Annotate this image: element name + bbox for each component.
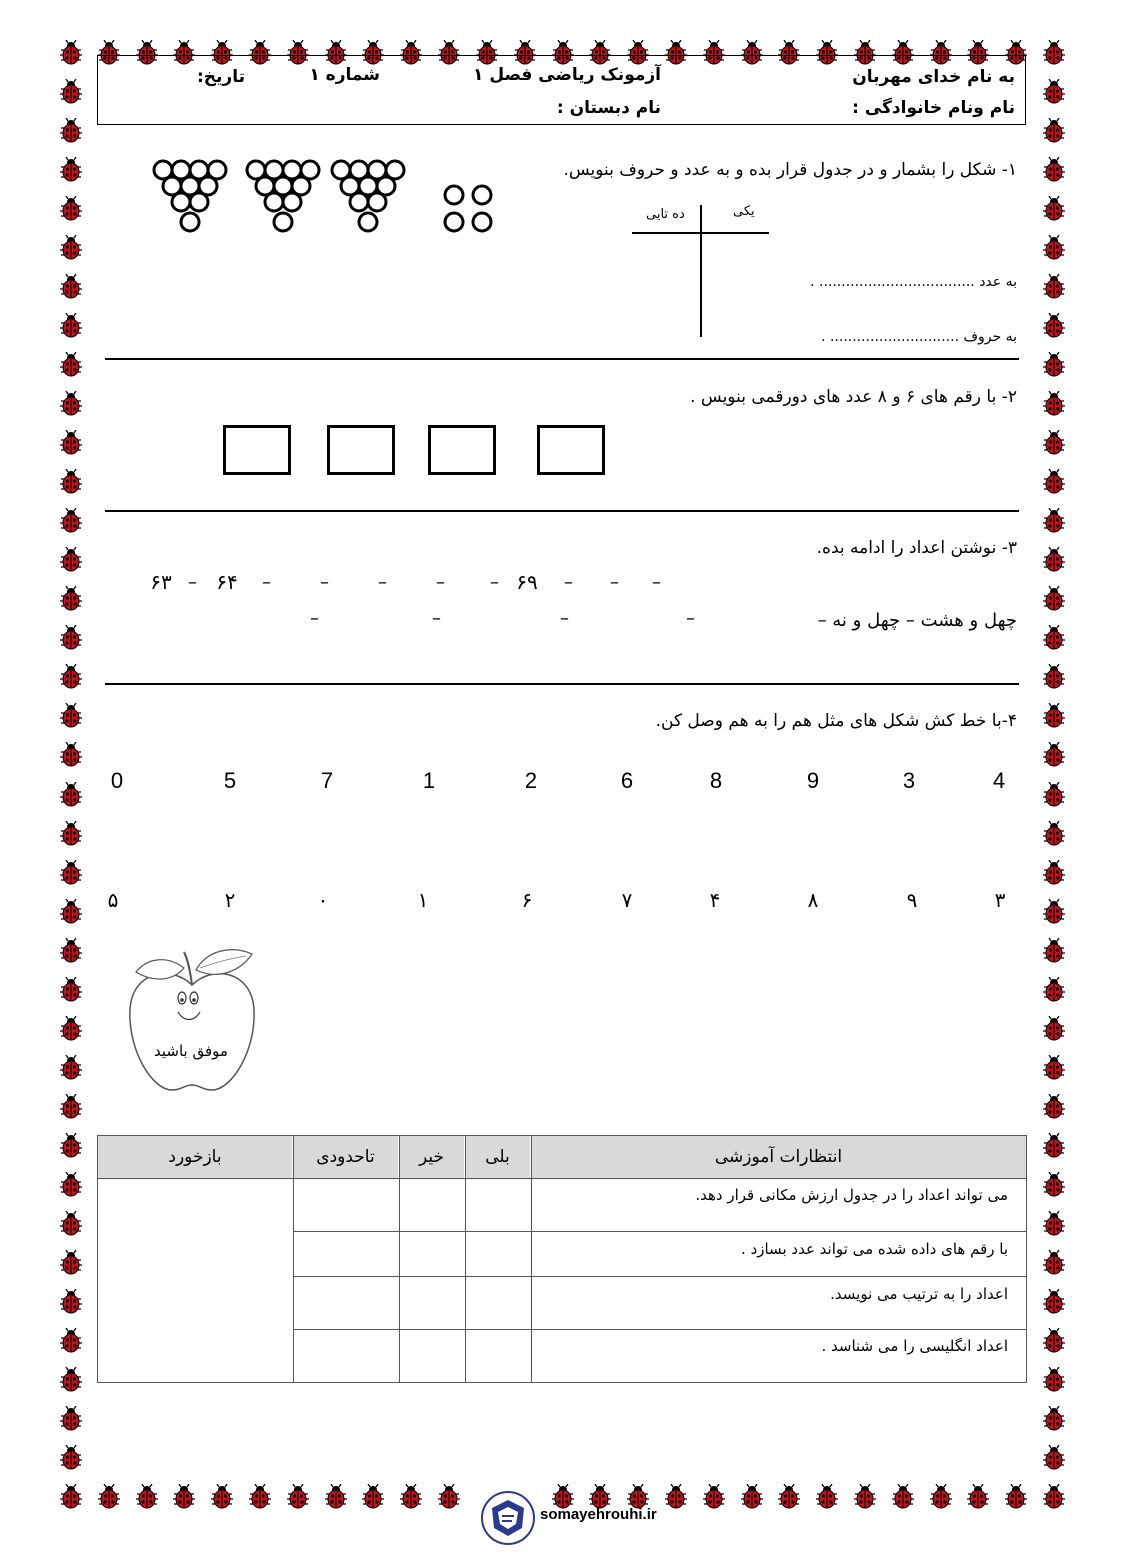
ladybug-icon xyxy=(1041,821,1067,847)
ladybug-icon xyxy=(814,1484,840,1510)
by-letters-line: به حروف ............................. . xyxy=(821,329,1017,345)
ladybug-icon xyxy=(58,664,84,690)
ladybug-icon xyxy=(285,1484,311,1510)
ladybug-icon xyxy=(1041,899,1067,925)
ladybug-icon xyxy=(1041,313,1067,339)
ladybug-icon xyxy=(58,352,84,378)
ladybug-icon xyxy=(58,1250,84,1276)
ladybug-icon xyxy=(1041,79,1067,105)
counting-circle xyxy=(190,193,208,211)
sequence-number: ۶۴ xyxy=(216,570,238,594)
ladybug-icon xyxy=(1041,782,1067,808)
ladybug-icon xyxy=(58,1133,84,1159)
ladybug-icon xyxy=(247,1484,273,1510)
counting-circle xyxy=(181,213,199,231)
ladybug-icon xyxy=(58,79,84,105)
ladybug-icon xyxy=(58,391,84,417)
ladybug-icon xyxy=(58,157,84,183)
good-luck-text: موفق باشید xyxy=(154,1042,228,1060)
ladybug-icon xyxy=(58,118,84,144)
ladybug-icon xyxy=(398,1484,424,1510)
dash: – xyxy=(262,572,271,593)
persian-digit: ۴ xyxy=(709,888,721,912)
ladybug-icon xyxy=(171,1484,197,1510)
ladybug-icon xyxy=(58,1055,84,1081)
answer-box-4[interactable] xyxy=(537,425,605,475)
ladybug-icon xyxy=(58,1445,84,1471)
ladybug-icon xyxy=(58,821,84,847)
ladybug-icon xyxy=(58,547,84,573)
ladybug-icon xyxy=(1003,1484,1029,1510)
ladybug-icon xyxy=(1041,235,1067,261)
counting-circle xyxy=(359,213,377,231)
ladybug-icon xyxy=(58,196,84,222)
ladybug-icon xyxy=(1041,938,1067,964)
ladybug-icon xyxy=(58,274,84,300)
ladybug-icon xyxy=(1041,1328,1067,1354)
ladybug-icon xyxy=(58,1211,84,1237)
ladybug-icon xyxy=(1041,860,1067,886)
ladybug-icon xyxy=(852,1484,878,1510)
ladybug-icon xyxy=(436,1484,462,1510)
english-digit: 8 xyxy=(709,768,723,793)
ladybug-icon xyxy=(965,1484,991,1510)
table-line xyxy=(531,1136,532,1382)
ladybug-icon xyxy=(58,860,84,886)
dash: – xyxy=(652,572,661,593)
ladybug-icon xyxy=(1041,1172,1067,1198)
persian-digit: ۸ xyxy=(807,888,819,912)
ladybug-icon xyxy=(1041,352,1067,378)
ladybug-icon xyxy=(1041,1133,1067,1159)
ladybug-icon xyxy=(58,1328,84,1354)
english-digit: 1 xyxy=(422,768,436,793)
table-line xyxy=(399,1136,400,1382)
english-digit: 5 xyxy=(223,768,237,793)
dash: – xyxy=(188,572,197,593)
dash: – xyxy=(610,572,619,593)
ladybug-icon xyxy=(58,430,84,456)
ladybug-icon xyxy=(58,899,84,925)
ladybug-icon xyxy=(323,1484,349,1510)
ladybug-icon xyxy=(1041,977,1067,1003)
persian-digit: ۳ xyxy=(994,888,1006,912)
ladybug-icon xyxy=(1041,1211,1067,1237)
persian-digit: ۲ xyxy=(224,888,236,912)
greeting: به نام خدای مهربان xyxy=(852,67,1015,87)
ladybug-icon xyxy=(1041,157,1067,183)
dash: – xyxy=(686,608,695,629)
ladybug-icon xyxy=(1041,742,1067,768)
table-line xyxy=(465,1136,466,1382)
ladybug-icon xyxy=(890,1484,916,1510)
sequence-number: ۶۹ xyxy=(516,570,538,594)
ladybug-icon xyxy=(1041,274,1067,300)
dash: – xyxy=(436,572,445,593)
ladybug-icon xyxy=(58,313,84,339)
ladybug-icon xyxy=(1041,547,1067,573)
ladybug-icon xyxy=(1041,40,1067,66)
ladybug-icon xyxy=(1041,1055,1067,1081)
counting-circle xyxy=(350,193,368,211)
ladybug-icon xyxy=(58,742,84,768)
circle-groups xyxy=(140,150,510,250)
ladybug-icon xyxy=(1041,1289,1067,1315)
ladybug-icon xyxy=(58,508,84,534)
ladybug-icon xyxy=(1041,586,1067,612)
ladybug-icon xyxy=(1041,1367,1067,1393)
ladybug-icon xyxy=(1041,508,1067,534)
student-name-label: نام ونام خانوادگی : xyxy=(852,98,1015,118)
dash: – xyxy=(320,572,329,593)
answer-box-3[interactable] xyxy=(428,425,496,475)
single-circles xyxy=(445,186,491,231)
dash: – xyxy=(432,608,441,629)
english-digit: 4 xyxy=(992,768,1006,793)
english-digit: 7 xyxy=(320,768,334,793)
place-value-vline xyxy=(700,205,702,337)
counting-circle xyxy=(172,193,190,211)
ladybug-icon xyxy=(1041,1016,1067,1042)
question-4: ۴-با خط کش شکل های مثل هم را به هم وصل کن. xyxy=(655,711,1017,731)
ladybug-icon xyxy=(1041,703,1067,729)
ladybug-icon xyxy=(1041,625,1067,651)
apple-illustration xyxy=(122,940,262,1100)
persian-digit: ۱ xyxy=(417,888,429,912)
ladybug-icon xyxy=(1041,391,1067,417)
english-digit: 9 xyxy=(806,768,820,793)
ladybug-icon xyxy=(1041,430,1067,456)
counting-circle xyxy=(368,193,386,211)
counting-circle xyxy=(274,213,292,231)
sequence-number: ۶۳ xyxy=(150,570,172,594)
question-2: ۲- با رقم های ۶ و ۸ عدد های دورقمی بنویس . xyxy=(690,387,1017,407)
ladybug-icon xyxy=(58,1406,84,1432)
by-number-line: به عدد ................................... . xyxy=(810,274,1017,290)
date-label: تاریخ: xyxy=(197,67,245,87)
english-digit: 3 xyxy=(902,768,916,793)
ladybug-icon xyxy=(739,1484,765,1510)
divider-1 xyxy=(105,358,1019,360)
objective-row-2: با رقم های داده شده می تواند عدد بسازد . xyxy=(741,1240,1008,1258)
table-line xyxy=(293,1231,1026,1232)
ladybug-icon xyxy=(1041,1406,1067,1432)
dash: – xyxy=(490,572,499,593)
header-no: خیر xyxy=(399,1136,464,1178)
ladybug-icon xyxy=(58,1094,84,1120)
objective-row-4: اعداد انگلیسی را می شناسد . xyxy=(821,1337,1008,1355)
header-objectives: انتظارات آموزشی xyxy=(531,1136,1026,1178)
ladybug-icon xyxy=(701,1484,727,1510)
table-line xyxy=(98,1178,1026,1179)
ladybug-icon xyxy=(58,469,84,495)
ladybug-icon xyxy=(58,782,84,808)
counting-circle xyxy=(283,193,301,211)
ladybug-icon xyxy=(1041,1445,1067,1471)
ladybug-icon xyxy=(134,1484,160,1510)
sequence-words: چهل و هشت – چهل و نه – xyxy=(817,610,1017,631)
ladybug-icon xyxy=(360,1484,386,1510)
ladybug-icon xyxy=(663,1484,689,1510)
persian-digit: ۶ xyxy=(521,888,533,912)
question-1: ۱- شکل را بشمار و در جدول قرار بده و به عدد و حروف بنویس. xyxy=(563,160,1017,180)
ladybug-icon xyxy=(776,1484,802,1510)
school-name-label: نام دبستان : xyxy=(556,98,661,118)
english-digit: 0 xyxy=(110,768,124,793)
site-url[interactable]: somayehrouhi.ir xyxy=(540,1506,657,1523)
dash: – xyxy=(310,608,319,629)
question-3: ۳- نوشتن اعداد را ادامه بده. xyxy=(816,538,1017,558)
counting-circle xyxy=(265,193,283,211)
exam-title: آزمونک ریاضی فصل ۱ xyxy=(473,65,661,85)
tens-column-label: ده تایی xyxy=(646,207,685,222)
english-digit: 2 xyxy=(524,768,538,793)
ladybug-icon xyxy=(58,1172,84,1198)
divider-2 xyxy=(105,510,1019,512)
persian-digit: ۰ xyxy=(317,888,329,912)
table-line xyxy=(293,1136,294,1382)
table-line xyxy=(293,1276,1026,1277)
ladybug-icon xyxy=(1041,664,1067,690)
ladybug-icon xyxy=(58,625,84,651)
persian-digit: ۵ xyxy=(107,888,119,912)
ladybug-icon xyxy=(58,938,84,964)
ladybug-icon xyxy=(58,235,84,261)
ladybug-icon xyxy=(928,1484,954,1510)
ladybug-icon xyxy=(1041,469,1067,495)
ladybug-icon xyxy=(1041,118,1067,144)
divider-3 xyxy=(105,683,1019,685)
ladybug-icon xyxy=(1041,1094,1067,1120)
ladybug-icon xyxy=(58,1367,84,1393)
ladybug-icon xyxy=(58,977,84,1003)
objective-row-1: می تواند اعداد را در جدول ارزش مکانی قرار دهد. xyxy=(695,1186,1008,1204)
persian-digit: ۷ xyxy=(621,888,633,912)
ladybug-icon xyxy=(58,1484,84,1510)
header-box xyxy=(97,55,1026,125)
header-partly: تاحدودی xyxy=(293,1136,398,1178)
site-logo xyxy=(478,1490,538,1546)
ladybug-icon xyxy=(96,1484,122,1510)
ladybug-icon xyxy=(58,1289,84,1315)
english-digit: 6 xyxy=(620,768,634,793)
ladybug-icon xyxy=(58,40,84,66)
answer-box-1[interactable] xyxy=(223,425,291,475)
ladybug-icon xyxy=(58,1016,84,1042)
header-feedback: بازخورد xyxy=(98,1136,292,1178)
header-yes: بلی xyxy=(465,1136,530,1178)
answer-box-2[interactable] xyxy=(327,425,395,475)
persian-digit: ۹ xyxy=(906,888,918,912)
ladybug-icon xyxy=(1041,196,1067,222)
ladybug-icon xyxy=(58,703,84,729)
ladybug-icon xyxy=(58,586,84,612)
exam-number: شماره ۱ xyxy=(309,65,380,85)
dash: – xyxy=(560,608,569,629)
dash: – xyxy=(564,572,573,593)
ones-column-label: یکی xyxy=(733,204,755,219)
ladybug-icon xyxy=(1041,1484,1067,1510)
ladybug-icon xyxy=(1041,1250,1067,1276)
ladybug-icon xyxy=(209,1484,235,1510)
table-line xyxy=(293,1329,1026,1330)
assessment-table xyxy=(97,1135,1027,1383)
dash: – xyxy=(378,572,387,593)
objective-row-3: اعداد را به ترتیب می نویسد. xyxy=(830,1285,1008,1303)
